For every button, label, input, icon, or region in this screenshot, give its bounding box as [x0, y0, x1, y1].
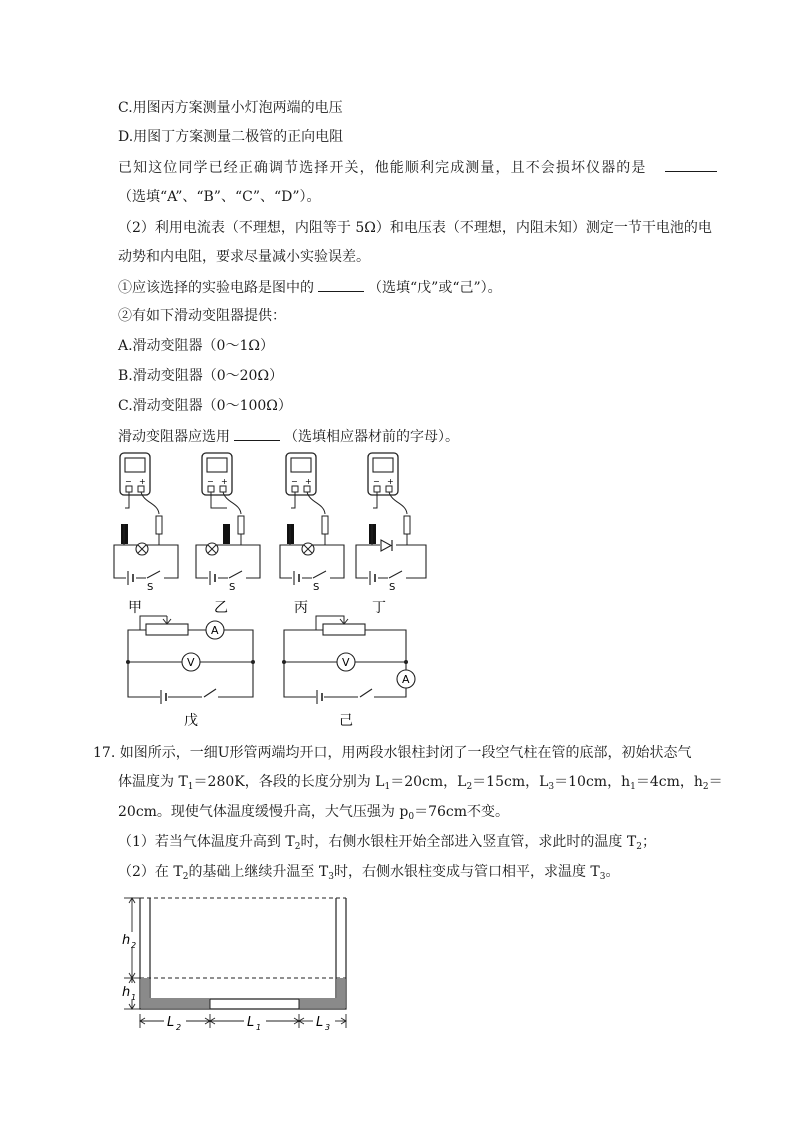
option-d: D.用图丁方案测量二极管的正向电阻 — [118, 129, 344, 145]
q17-text: 时，右侧水银柱开始全部进入竖直管，求此时的温度 T — [300, 834, 637, 850]
q2-sub1-prefix: ①应该选择的实验电路是图中的 — [118, 280, 314, 296]
circuit-label-ji: 己 — [339, 713, 353, 729]
mercury-left — [141, 978, 210, 1008]
circuit-label-wu: 戊 — [184, 713, 198, 729]
q17-part2 — [118, 862, 620, 882]
voltmeter-label: V — [187, 656, 195, 669]
circuit-ji — [282, 616, 415, 729]
h2-label: h — [122, 933, 131, 948]
L1-subscript: 1 — [256, 1023, 262, 1032]
q17-line1 — [93, 743, 692, 763]
answer-blank-1[interactable] — [665, 157, 717, 172]
subscript: 1 — [187, 782, 194, 792]
subscript: 0 — [408, 812, 415, 822]
figure-label-ding: 丁 — [372, 600, 386, 616]
q17-text: ＝15cm，L — [472, 774, 549, 790]
subscript: 2 — [294, 842, 301, 852]
q17-line3 — [118, 802, 509, 822]
q2-choose — [118, 426, 459, 447]
subscript: 2 — [466, 782, 473, 792]
q17-text: 时，右侧水银柱变成与管口相平，求温度 T — [333, 864, 600, 880]
rheostat-icon — [146, 624, 188, 635]
ammeter-label: A — [211, 624, 219, 637]
meter-minus: − — [291, 477, 298, 486]
switch-s-label: S — [389, 582, 396, 593]
q2-choose-suffix: （选填相应器材前的字母）。 — [284, 429, 459, 445]
h1-subscript: 1 — [131, 993, 137, 1002]
subscript: 3 — [328, 872, 334, 882]
rheostat-option-b: B.滑动变阻器（0～20Ω） — [118, 368, 284, 384]
figure-label-jia: 甲 — [128, 600, 142, 616]
mercury-right — [299, 978, 345, 1008]
q17-text: ＝4cm，h — [635, 774, 703, 790]
multimeter-figures — [100, 448, 430, 618]
subscript: 1 — [630, 782, 636, 792]
q17-text: （1）若当气体温度升高到 T — [118, 834, 295, 850]
meter-plus: + — [139, 477, 146, 486]
q17-text: 。 — [605, 864, 620, 880]
q2-sub1-suffix: （选填“戊”或“己”）。 — [368, 280, 502, 296]
option-c: C.用图丙方案测量小灯泡两端的电压 — [118, 100, 343, 116]
q17-line2 — [118, 772, 723, 792]
q2-line2: 动势和内电阻，要求尽量减小实验误差。 — [118, 249, 370, 265]
answer-blank-2[interactable] — [318, 277, 364, 292]
subscript: 3 — [599, 872, 606, 882]
h2-subscript: 2 — [131, 941, 137, 950]
q17-text: （2）在 T — [118, 864, 183, 880]
q1-line1 — [118, 157, 721, 178]
q17-text1: 如图所示，一细U形管两端均开口，用两段水银柱封闭了一段空气柱在管的底部，初始状态气 — [119, 745, 692, 761]
rheostat-icon — [323, 624, 365, 635]
meter-minus: − — [125, 477, 132, 486]
switch-s-label: S — [147, 582, 154, 593]
q17-text: 体温度为 T — [118, 774, 188, 790]
subscript: 2 — [182, 872, 189, 882]
meter-plus: + — [221, 477, 228, 486]
subscript: 1 — [384, 782, 391, 792]
q2-choose-prefix: 滑动变阻器应选用 — [118, 429, 230, 445]
q17-text: 20cm。现使气体温度缓慢升高，大气压强为 p — [118, 804, 409, 820]
q17-text: ＝ — [708, 774, 723, 790]
L2-subscript: 2 — [176, 1023, 182, 1032]
figure-bing — [280, 453, 344, 616]
subscript: 2 — [636, 842, 642, 852]
L3-subscript: 3 — [325, 1023, 331, 1032]
q17-text: 的基础上继续升温至 T — [188, 864, 329, 880]
figure-label-bing: 丙 — [294, 600, 308, 616]
figure-ding — [356, 453, 426, 616]
L3-label: L — [316, 1015, 324, 1030]
battery-circuits — [110, 612, 430, 730]
meter-minus: − — [373, 477, 380, 486]
rheostat-option-c: C.滑动变阻器（0～100Ω） — [118, 398, 292, 414]
meter-plus: + — [387, 477, 394, 486]
meter-minus: − — [207, 477, 214, 486]
q17-text: ； — [641, 834, 656, 850]
subscript: 2 — [702, 782, 709, 792]
q2-sub2: ②有如下滑动变阻器提供： — [118, 308, 286, 324]
voltmeter-label: V — [342, 656, 350, 669]
q1-line2: （选填“A”、“B”、“C”、“D”）。 — [118, 189, 321, 205]
ammeter-label: A — [402, 673, 410, 686]
q2-line1: （2）利用电流表（不理想，内阻等于 5Ω）和电压表（不理想，内阻未知）测定一节干电池的电 — [118, 220, 712, 236]
q2-sub1 — [118, 277, 502, 298]
meter-plus: + — [305, 477, 312, 486]
h1-label: h — [122, 985, 131, 1000]
L1-label: L — [247, 1015, 255, 1030]
q17-text: ＝10cm，h — [554, 774, 631, 790]
u-tube-diagram — [110, 892, 360, 1037]
figure-jia — [114, 453, 178, 616]
circuit-wu — [126, 616, 255, 729]
switch-s-label: S — [229, 582, 236, 593]
switch-s-label: S — [313, 582, 320, 593]
L2-label: L — [167, 1015, 175, 1030]
figure-yi — [196, 453, 260, 616]
q17-text: ＝76cm不变。 — [414, 804, 510, 820]
figure-label-yi: 乙 — [214, 600, 228, 616]
answer-blank-3[interactable] — [234, 426, 280, 441]
q1-text: 已知这位同学已经正确调节选择开关，他能顺利完成测量，且不会损坏仪器的是 — [118, 160, 647, 176]
q17-text: ＝20cm，L — [390, 774, 467, 790]
q17-number: 17. — [93, 745, 116, 761]
q17-text: ＝280K，各段的长度分别为 L — [193, 774, 385, 790]
q17-part1 — [118, 832, 656, 852]
subscript: 3 — [548, 782, 555, 792]
rheostat-option-a: A.滑动变阻器（0～1Ω） — [118, 338, 274, 354]
